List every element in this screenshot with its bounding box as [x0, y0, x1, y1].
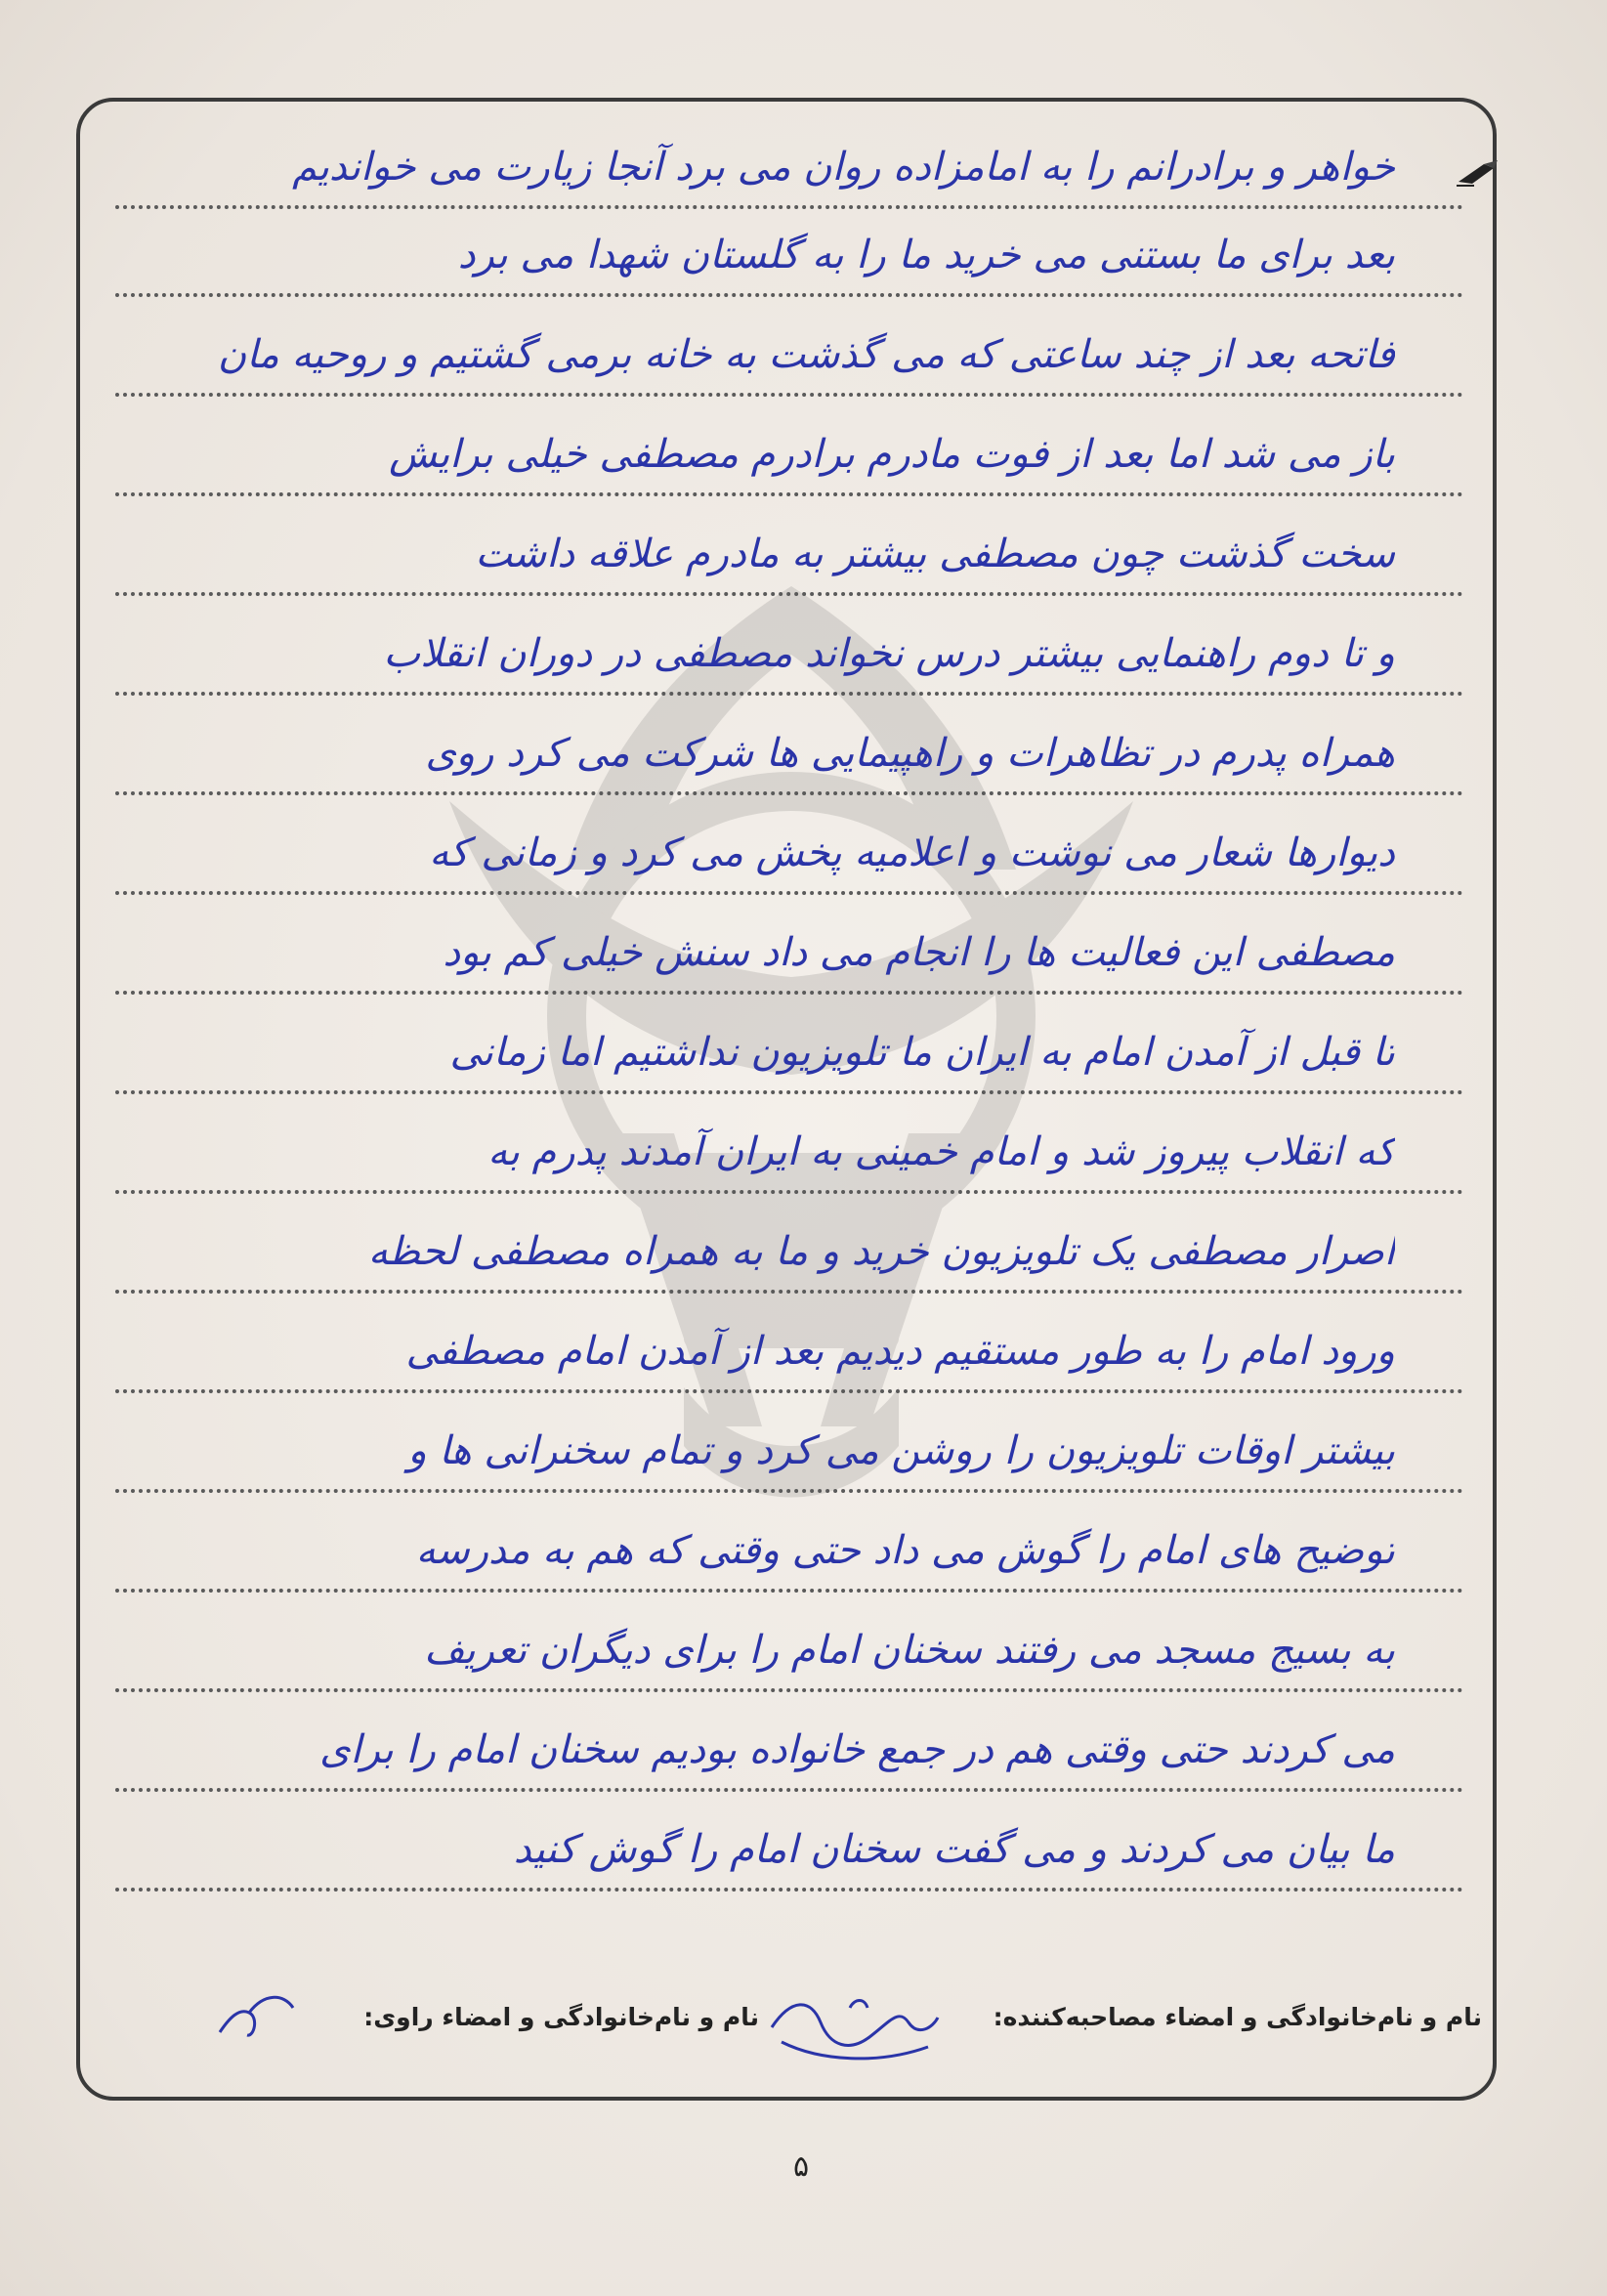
handwritten-text: که انقلاب پیروز شد و امام خمینی به ایران آمدند پدرم به	[487, 1129, 1395, 1174]
handwritten-text: دیوارها شعار می نوشت و اعلامیه پخش می کرد و زمانی که	[429, 830, 1395, 875]
handwritten-text: می کردند حتی وقتی هم در جمع خانواده بودیم سخنان امام را برای	[319, 1727, 1395, 1772]
text-line	[115, 195, 1463, 297]
text-line	[115, 1292, 1463, 1393]
text-line	[115, 1790, 1463, 1892]
text-line	[115, 893, 1463, 995]
handwritten-lines	[115, 0, 1463, 2296]
dotted-rule	[115, 1888, 1463, 1892]
text-line	[115, 295, 1463, 397]
handwritten-text: توضیح های امام را گوش می داد حتی وقتی که هم به مدرسه	[415, 1528, 1395, 1573]
text-line	[115, 1690, 1463, 1792]
handwritten-text: فاتحه بعد از چند ساعتی که می گذشت به خانه برمی گشتیم و روحیه مان	[217, 332, 1395, 377]
handwritten-text: و تا دوم راهنمایی بیشتر درس نخواند مصطفی در دوران انقلاب	[383, 631, 1395, 676]
handwritten-text: مصطفی این فعالیت ها را انجام می داد سنش خیلی کم بود	[443, 930, 1395, 975]
text-line	[115, 494, 1463, 596]
handwritten-text: تا قبل از آمدن امام به ایران ما تلویزیون نداشتیم اما زمانی	[449, 1030, 1395, 1075]
text-line	[115, 594, 1463, 696]
text-line	[115, 793, 1463, 895]
narrator-signature	[210, 1978, 308, 2047]
text-line	[115, 1491, 1463, 1593]
handwritten-text: ورود امام را به طور مستقیم دیدیم بعد از آمدن امام مصطفی	[405, 1329, 1395, 1374]
handwritten-text: سخت گذشت چون مصطفی بیشتر به مادرم علاقه داشت	[475, 531, 1395, 576]
interviewer-signature-label: نام و نام‌خانوادگی و امضاء مصاحبه‌کننده:	[993, 2003, 1482, 2031]
text-line	[115, 1192, 1463, 1294]
interviewer-signature	[752, 1969, 948, 2066]
handwritten-text: خواهر و برادرانم را به امامزاده روان می برد آنجا زیارت می خواندیم	[292, 145, 1395, 190]
text-line	[115, 1391, 1463, 1493]
handwritten-text: به بسیج مسجد می رفتند سخنان امام را برای دیگران تعریف	[424, 1628, 1395, 1673]
narrator-signature-label: نام و نام‌خانوادگی و امضاء راوی:	[363, 2003, 759, 2031]
text-line	[115, 1591, 1463, 1692]
text-line	[115, 107, 1463, 209]
text-line	[115, 395, 1463, 496]
handwritten-text: باز می شد اما بعد از فوت مادرم برادرم مصطفی خیلی برایش	[389, 432, 1395, 477]
text-line	[115, 694, 1463, 795]
handwritten-text: ما بیان می کردند و می گفت سخنان امام را گوش کنید	[513, 1827, 1395, 1872]
handwritten-text: بیشتر اوقات تلویزیون را روشن می کرد و تمام سخنرانی ها و	[407, 1428, 1395, 1473]
handwritten-text: اصرار مصطفی یک تلویزیون خرید و ما به همراه مصطفی لحظه	[367, 1229, 1395, 1274]
handwritten-text: بعد برای ما بستنی می خرید ما را به گلستان شهدا می برد	[457, 233, 1395, 277]
page-number: ۵	[792, 2149, 810, 2184]
text-line	[115, 993, 1463, 1094]
text-line	[115, 1092, 1463, 1194]
handwritten-text: همراه پدرم در تظاهرات و راهپیمایی ها شرکت می کرد روی	[425, 731, 1395, 776]
